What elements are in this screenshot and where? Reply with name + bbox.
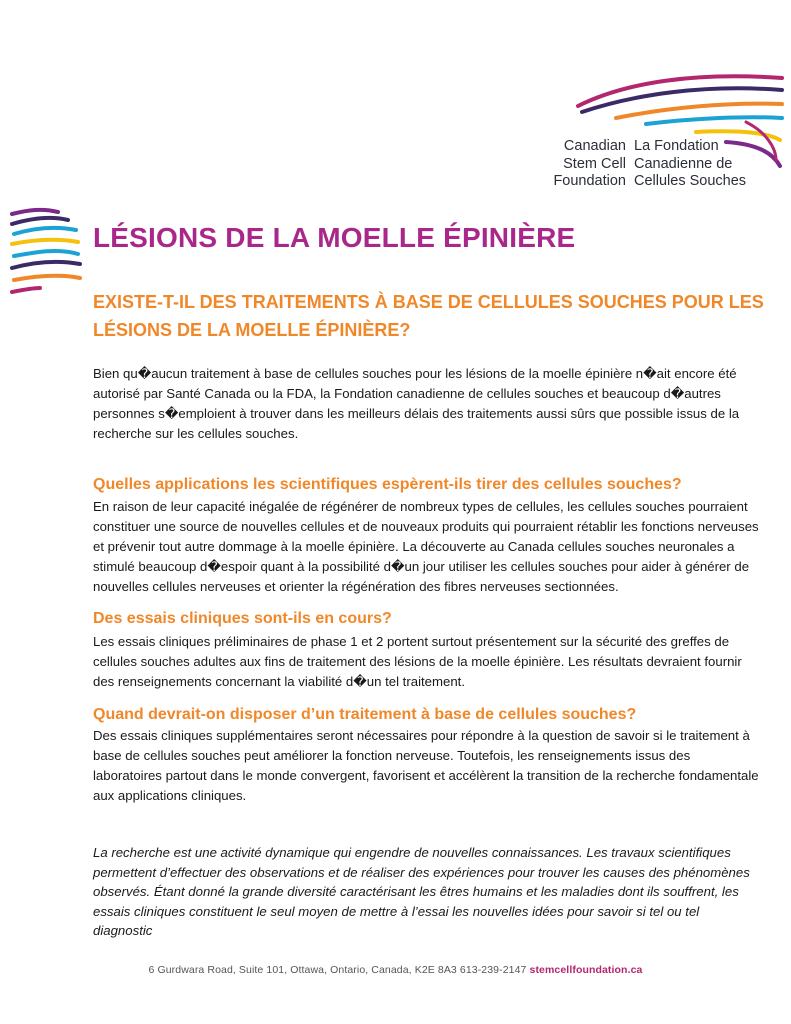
logo-en-line: Foundation — [553, 173, 626, 189]
intro-paragraph: Bien qu�aucun traitement à base de cellules souches pour les lésions de la moelle épinière n�ait encore été autorisé par Santé Canada ou la FDA, la Fondation canadienne de cellules souches et beaucoup d�autres personnes s�emploient à trouver dans les meilleurs délais des traitements aussi sûrs que possible issus de la recherche sur les cellules souches. — [93, 366, 740, 441]
footer-website-link[interactable]: stemcellfoundation.ca — [529, 964, 643, 976]
footer-phone: 613-239-2147 — [459, 964, 527, 976]
logo-fr-line: La Fondation — [634, 138, 719, 154]
section-body-trials: Les essais cliniques préliminaires de phase 1 et 2 portent surtout présentement sur la sécurité des greffes de cellules souches adultes aux fins de traitement des lésions de la moelle épinière. Les résultats devraient fournir des renseignements concernant la viabilité d�un tel traitement. — [93, 634, 742, 689]
side-ribbons-graphic — [8, 204, 82, 296]
footer — [0, 964, 791, 976]
logo-en-line: Canadian — [563, 138, 626, 154]
section-body-applications: En raison de leur capacité inégalée de régénérer de nombreux types de cellules, les cellules souches pourraient constituer une source de nouvelles cellules et de nouveaux produits qui pourraient rétablir les fonctions nerveuses et prévenir tout autre dommage à la moelle épinière. La découverte au Canada cellules souches neuronales a stimulé beaucoup d�espoir quant à la possibilité d�un jour utiliser les cellules souches pour aider à générer de nouvelles cellules nerveuses et orienter la régénération des fibres nerveuses sectionnées. — [93, 499, 759, 594]
section-title-when: Quand devrait-on disposer d’un traitement à base de cellules souches? — [93, 706, 637, 723]
section-body-when: Des essais cliniques supplémentaires seront nécessaires pour répondre à la question de savoir si le traitement à base de cellules souches peut améliorer la fonction nerveuse. Toutefois, les renseignements issus des laboratoires partout dans le monde convergent, favorisent et accélèrent la transition de la recherche fondamentale aux applications cliniques. — [93, 728, 759, 803]
logo-fr-line: Cellules Souches — [634, 173, 747, 189]
page-title: LÉSIONS DE LA MOELLE ÉPINIÈRE — [93, 222, 576, 253]
logo-fr-line: Canadienne de — [634, 155, 733, 172]
logo-english — [540, 138, 626, 191]
section-title-applications: Quelles applications les scientifiques espèrent-ils tirer des cellules souches? — [93, 476, 682, 493]
foundation-logo — [540, 138, 780, 191]
logo-french — [634, 138, 746, 191]
section-title-trials: Des essais cliniques sont-ils en cours? — [93, 610, 392, 627]
page-subtitle: EXISTE-T-IL DES TRAITEMENTS À BASE DE CELLULES SOUCHES POUR LES LÉSIONS DE LA MOELLE ÉPINIÈRE? — [93, 292, 764, 340]
research-note: La recherche est une activité dynamique qui engendre de nouvelles connaissances. Les travaux scientifiques permettent d’effectuer des observations et de réaliser des expériences pour trouver les causes des phénomènes observés. Étant donné la grande diversité caractérisant les êtres humains et les maladies dont ils souffrent, les essais cliniques constituent le seul moyen de mettre à l’essai les nouvelles idées pour savoir si tel ou tel diagnostic — [93, 845, 750, 938]
logo-en-line: Stem Cell — [563, 155, 626, 172]
footer-address: 6 Gurdwara Road, Suite 101, Ottawa, Ontario, Canada, K2E 8A3 — [148, 964, 457, 976]
